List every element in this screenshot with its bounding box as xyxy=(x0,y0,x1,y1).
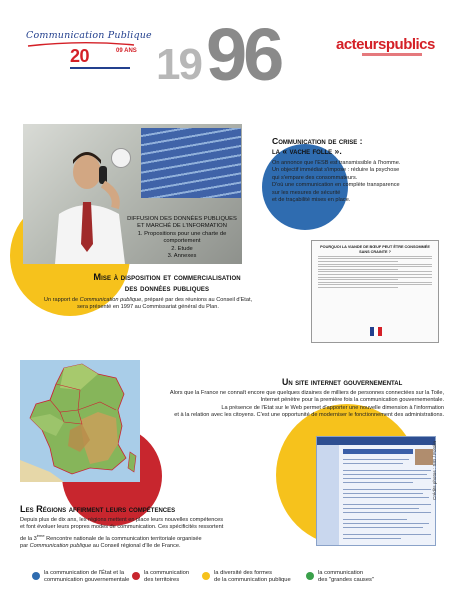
website-text-line xyxy=(343,504,431,505)
leaflet-text-line xyxy=(318,271,432,272)
mise-text-c: sera présenté en 1997 au Commissariat général du Plan. xyxy=(77,304,219,311)
vache-folle-leaflet xyxy=(311,240,439,343)
leaflet-text-line xyxy=(318,282,432,283)
legend-label-line-2: des "grandes causes" xyxy=(318,577,374,584)
year-prefix: 19 xyxy=(156,40,201,89)
leaflet-text-line xyxy=(318,277,432,278)
leaflet-title: POURQUOI LA VIANDE DE BŒUF PEUT ÊTRE CONSOMMÉE SANS CRAINTE ? xyxy=(320,245,430,254)
legend-label xyxy=(44,570,129,584)
logo-script: Communication Publique xyxy=(26,30,152,41)
website-text-line xyxy=(343,512,431,513)
crise-line-3: qui s'empare des consommateurs. xyxy=(272,174,358,181)
legend-label-line-2: de la communication publique xyxy=(214,577,291,584)
crise-line-1: On annonce que l'ESB est transmissible à l'homme. xyxy=(272,160,401,166)
legend-label-line-1: la communication de l'État et la xyxy=(44,570,125,576)
website-text-line xyxy=(343,523,429,524)
regions-line-4b: au Conseil régional d'Ile de France. xyxy=(91,543,181,550)
office-photo xyxy=(23,124,242,264)
site-line-2: Internet pénètre pour la première fois la communication gouvernementale. xyxy=(260,397,444,404)
website-text-line xyxy=(343,474,427,475)
report-cover-caption xyxy=(123,216,241,260)
leaflet-text-line xyxy=(318,266,432,267)
caption-line-1: DIFFUSION DES DONNÉES PUBLIQUES xyxy=(127,216,237,222)
leaflet-text-line xyxy=(318,258,432,259)
site-line-3: La présence de l'Etat sur le Web permet d'apporter une nouvelle dimension à l'information xyxy=(221,404,444,411)
website-text-line xyxy=(343,459,409,460)
logo-underline xyxy=(70,67,130,69)
website-text-line xyxy=(343,489,431,490)
website-text-line xyxy=(343,519,407,520)
crise-line-5: sur les mesures de sécurité xyxy=(272,189,341,196)
website-photo xyxy=(415,449,433,465)
photo-credits: Crédits photos : SIG / Fotolia xyxy=(432,441,437,500)
website-text-line xyxy=(343,463,403,464)
website-text-line xyxy=(343,470,431,471)
website-title-block xyxy=(343,449,413,454)
website-sidebar xyxy=(317,445,339,546)
mise-text-em: Communication publique xyxy=(79,297,142,303)
legend-label-line-2: communication gouvernementale xyxy=(44,577,130,584)
crise-title-line-1: Communication de crise : xyxy=(272,136,363,146)
caption-line-3: 1. Propositions pour une charte de comportement xyxy=(137,230,227,245)
website-text-line xyxy=(343,527,423,528)
red-dot-icon xyxy=(132,572,140,580)
year-suffix: 96 xyxy=(206,13,281,96)
acteurs-publics-underline xyxy=(362,53,422,56)
legend-label-line-1: la communication xyxy=(318,570,364,576)
legend-label xyxy=(144,570,189,584)
leaflet-text-line xyxy=(318,261,398,262)
legend-label xyxy=(318,570,374,584)
france-map-drawing xyxy=(20,360,140,482)
regions-line-4-em: Communication publique xyxy=(29,543,92,550)
website-screenshot xyxy=(316,436,436,546)
regions-line-3a: de la 3 xyxy=(20,535,37,542)
leaflet-text-line xyxy=(318,287,398,288)
mise-title-line-1: Mise à disposition et commercialisation xyxy=(93,272,241,282)
legend-label-line-1: la communication xyxy=(144,570,190,576)
regions-line-3b: Rencontre nationale de la communication territoriale organisée xyxy=(44,535,202,542)
site-line-4: et à la relation avec les citoyens. C'est une opportunité de moderniser le fonctionnement des administrations. xyxy=(174,412,444,419)
leaflet-text-line xyxy=(318,274,432,275)
caption-line-4: 2. Etude xyxy=(171,245,193,252)
crise-line-6: et de traçabilité mises en place. xyxy=(272,197,351,204)
regions-line-4a: par xyxy=(20,543,30,550)
regions-line-2: et font évoluer leurs propres modes de communication. Ces spécificités ressortent xyxy=(20,524,224,531)
green-dot-icon xyxy=(306,572,314,580)
legend-item-territoires xyxy=(132,570,189,584)
leaflet-text-line xyxy=(318,279,398,280)
man-on-phone-illustration xyxy=(45,144,135,264)
website-text-line xyxy=(343,534,431,535)
website-text-line xyxy=(343,493,423,494)
site-gouvernemental-text xyxy=(158,390,444,420)
color-legend xyxy=(0,570,450,596)
regions-text xyxy=(20,517,250,550)
mise-a-disposition-text xyxy=(24,297,272,312)
yellow-dot-icon xyxy=(202,572,210,580)
marianne-flag-icon xyxy=(370,327,382,336)
legend-label-line-2: des territoires xyxy=(144,577,180,584)
website-text-line xyxy=(343,478,431,479)
crise-title-line-2: la « vache folle ». xyxy=(272,146,342,156)
regions-line-1: Depuis plus de dix ans, les régions mettent en place leurs nouvelles compétences xyxy=(20,517,224,523)
legend-label-line-1: la diversité des formes xyxy=(214,570,272,576)
binders-stack xyxy=(141,128,241,198)
leaflet-text-line xyxy=(318,256,432,257)
year-title xyxy=(156,13,306,96)
leaflet-text-line xyxy=(318,269,398,270)
site-gouvernemental-title: Un site internet gouvernemental xyxy=(282,377,403,387)
website-text-line xyxy=(343,482,413,483)
website-text-line xyxy=(343,538,401,539)
leaflet-text-line xyxy=(318,264,432,265)
legend-item-etat xyxy=(32,570,129,584)
mise-text-b: , préparé par des réunions au Conseil d'Etat, xyxy=(141,297,253,303)
acteurs-publics-logo: acteurspublics xyxy=(336,36,435,53)
logo-years-small: 09 ANS xyxy=(116,48,137,54)
mise-title-line-2: des données publiques xyxy=(124,283,210,293)
mise-a-disposition-title xyxy=(72,272,262,294)
crise-line-4: D'où une communication en complète transparence xyxy=(272,182,400,189)
communication-de-crise-text xyxy=(272,160,432,204)
website-header-bar xyxy=(317,437,436,445)
logo-years: 20 xyxy=(70,46,90,66)
communication-de-crise-title xyxy=(272,136,432,156)
caption-line-2: ET MARCHÉ DE L'INFORMATION xyxy=(137,223,227,230)
legend-label xyxy=(214,570,291,584)
regions-title: Les Régions affirment leurs compétences xyxy=(20,504,176,514)
communication-publique-logo xyxy=(26,22,152,78)
leaflet-text-line xyxy=(318,284,432,285)
legend-item-diversite xyxy=(202,570,291,584)
france-regions-map xyxy=(20,360,140,482)
crise-line-2: Un objectif immédiat s'impose : réduire la psychose xyxy=(272,167,400,174)
blue-dot-icon xyxy=(32,572,40,580)
website-text-line xyxy=(343,497,429,498)
site-line-1: Alors que la France ne connaît encore que quelques dizaines de milliers de personnes connectées sur la Toile, xyxy=(169,390,444,396)
legend-item-grandes-causes xyxy=(306,570,374,584)
regions-line-3-sup: ème xyxy=(36,532,45,538)
website-text-line xyxy=(343,508,419,509)
caption-line-5: 3. Annexes xyxy=(167,253,197,260)
mise-text-a: Un rapport de xyxy=(43,297,80,303)
